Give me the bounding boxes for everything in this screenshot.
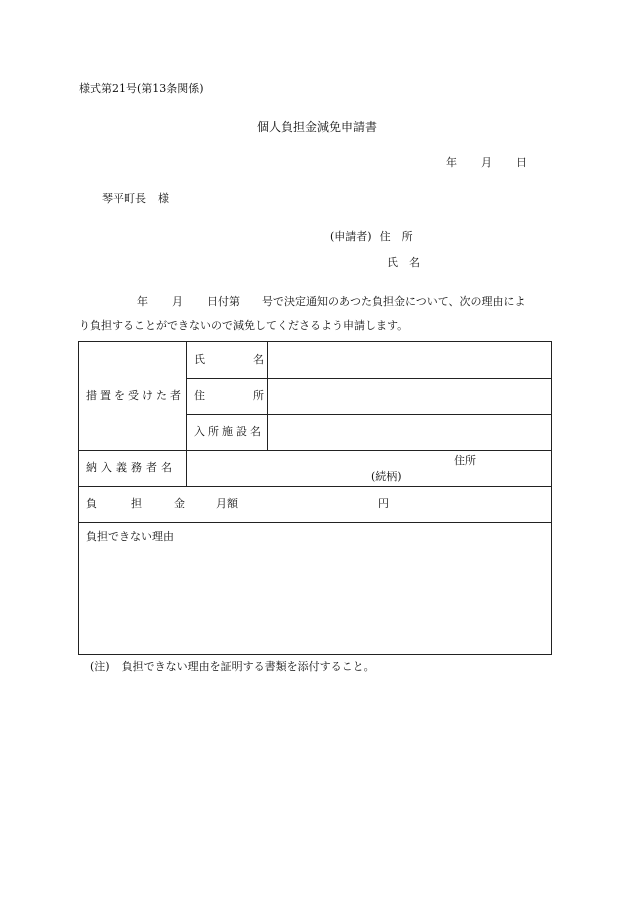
date-day: 日 (516, 156, 527, 169)
address-label-2: 所 (253, 389, 264, 402)
note-label: (注) (90, 660, 110, 673)
column-divider (267, 342, 268, 450)
addressee-name: 琴平町長 (102, 192, 146, 205)
applicant-name-label: 氏 名 (387, 256, 420, 269)
name-label-1: 氏 (194, 353, 205, 366)
document-title: 個人負担金減免申請書 (257, 120, 378, 134)
date-month: 月 (481, 156, 492, 169)
date-year: 年 (446, 156, 457, 169)
body-year: 年 (137, 295, 148, 308)
note (90, 661, 375, 672)
application-table (78, 341, 552, 655)
obligor-label: 納入義務者名 (86, 461, 176, 474)
facility-label: 入所施設名 (194, 425, 264, 438)
form-number: 様式第21号(第13条関係) (79, 82, 204, 95)
body-line-1 (137, 296, 526, 307)
body-line-1-rest: 号で決定通知のあつた負担金について、次の理由によ (262, 295, 526, 308)
row-divider (186, 378, 552, 379)
row-divider (79, 486, 552, 487)
subject-label: 措置を受けた者 (86, 389, 184, 402)
obligor-relation-label: (続柄) (371, 470, 402, 483)
subject-address-field[interactable] (274, 386, 544, 406)
obligor-address-label: 住所 (454, 454, 476, 467)
reason-label: 負担できない理由 (86, 530, 174, 543)
row-divider (79, 450, 552, 451)
applicant-address-line (330, 231, 413, 242)
facility-name-field[interactable] (274, 422, 544, 442)
body-line-2: り負担することができないので減免してくださるよう申請します。 (79, 319, 409, 332)
body-day-prefix: 日付第 (207, 295, 240, 308)
note-text: 負担できない理由を証明する書類を添付すること。 (121, 660, 375, 673)
body-month: 月 (172, 295, 183, 308)
row-divider (79, 522, 552, 523)
name-label-2: 名 (253, 353, 264, 366)
address-label-1: 住 (194, 389, 205, 402)
addressee (102, 193, 169, 204)
subject-name-field[interactable] (274, 350, 544, 370)
charge-label-2: 担 (131, 497, 142, 510)
column-divider (186, 342, 187, 486)
monthly-amount-label: 月額 (216, 497, 238, 510)
charge-label-3: 金 (174, 497, 185, 510)
date-line (446, 157, 527, 168)
row-divider (186, 414, 552, 415)
applicant-address-label: 住 所 (379, 230, 413, 243)
yen-unit: 円 (378, 497, 389, 510)
applicant-label: (申請者) (330, 230, 372, 243)
reason-field[interactable] (86, 550, 544, 648)
charge-label-1: 負 (86, 497, 97, 510)
addressee-honorific: 様 (158, 192, 169, 205)
